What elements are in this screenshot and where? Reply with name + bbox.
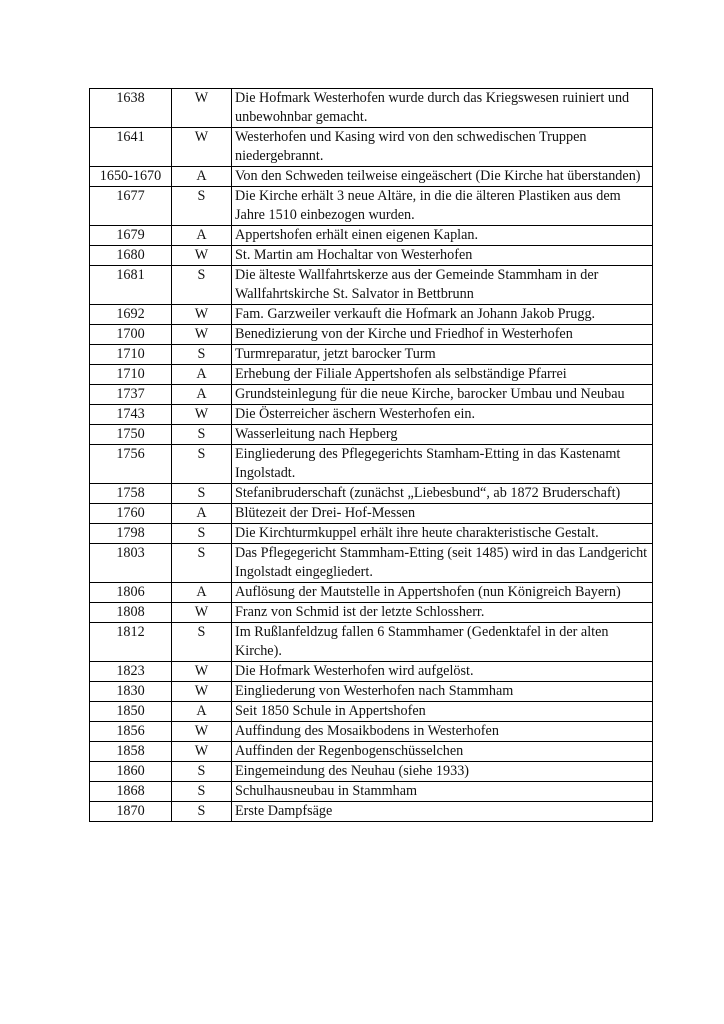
event-cell: Auffindung des Mosaikbodens in Westerhofen <box>232 722 653 742</box>
table-row <box>90 603 653 623</box>
place-code-cell: S <box>172 762 232 782</box>
event-cell: Grundsteinlegung für die neue Kirche, barocker Umbau und Neubau <box>232 385 653 405</box>
event-cell: Eingliederung des Pflegegerichts Stamham-Etting in das Kastenamt Ingolstadt. <box>232 445 653 484</box>
event-cell: Appertshofen erhält einen eigenen Kaplan. <box>232 226 653 246</box>
place-code-cell: A <box>172 583 232 603</box>
year-cell: 1856 <box>90 722 172 742</box>
event-cell: Eingemeindung des Neuhau (siehe 1933) <box>232 762 653 782</box>
year-cell: 1756 <box>90 445 172 484</box>
event-cell: Schulhausneubau in Stammham <box>232 782 653 802</box>
place-code-cell: S <box>172 187 232 226</box>
year-cell: 1710 <box>90 345 172 365</box>
table-row <box>90 167 653 187</box>
place-code-cell: S <box>172 425 232 445</box>
table-row <box>90 405 653 425</box>
table-row <box>90 226 653 246</box>
table-row <box>90 504 653 524</box>
place-code-cell: A <box>172 365 232 385</box>
table-row <box>90 762 653 782</box>
place-code-cell: A <box>172 504 232 524</box>
table-row <box>90 425 653 445</box>
year-cell: 1760 <box>90 504 172 524</box>
year-cell: 1650-1670 <box>90 167 172 187</box>
event-cell: Die Kirchturmkuppel erhält ihre heute charakteristische Gestalt. <box>232 524 653 544</box>
year-cell: 1692 <box>90 305 172 325</box>
place-code-cell: A <box>172 226 232 246</box>
year-cell: 1750 <box>90 425 172 445</box>
table-row <box>90 524 653 544</box>
event-cell: Franz von Schmid ist der letzte Schlossherr. <box>232 603 653 623</box>
year-cell: 1680 <box>90 246 172 266</box>
year-cell: 1679 <box>90 226 172 246</box>
table-row <box>90 89 653 128</box>
event-cell: Die Österreicher äschern Westerhofen ein. <box>232 405 653 425</box>
event-cell: Wasserleitung nach Hepberg <box>232 425 653 445</box>
year-cell: 1870 <box>90 802 172 822</box>
event-cell: Die Kirche erhält 3 neue Altäre, in die die älteren Plastiken aus dem Jahre 1510 einbezogen wurden. <box>232 187 653 226</box>
place-code-cell: A <box>172 702 232 722</box>
place-code-cell: W <box>172 89 232 128</box>
place-code-cell: S <box>172 524 232 544</box>
place-code-cell: A <box>172 167 232 187</box>
place-code-cell: S <box>172 266 232 305</box>
table-row <box>90 246 653 266</box>
event-cell: Auffinden der Regenbogenschüsselchen <box>232 742 653 762</box>
place-code-cell: S <box>172 802 232 822</box>
year-cell: 1850 <box>90 702 172 722</box>
table-row <box>90 662 653 682</box>
chronology-table <box>89 88 653 822</box>
table-row <box>90 345 653 365</box>
table-row <box>90 484 653 504</box>
table-row <box>90 722 653 742</box>
year-cell: 1858 <box>90 742 172 762</box>
year-cell: 1868 <box>90 782 172 802</box>
place-code-cell: W <box>172 405 232 425</box>
place-code-cell: W <box>172 662 232 682</box>
place-code-cell: S <box>172 544 232 583</box>
place-code-cell: W <box>172 325 232 345</box>
event-cell: Fam. Garzweiler verkauft die Hofmark an Johann Jakob Prugg. <box>232 305 653 325</box>
year-cell: 1758 <box>90 484 172 504</box>
event-cell: Blütezeit der Drei- Hof-Messen <box>232 504 653 524</box>
year-cell: 1743 <box>90 405 172 425</box>
place-code-cell: S <box>172 623 232 662</box>
year-cell: 1641 <box>90 128 172 167</box>
event-cell: Erste Dampfsäge <box>232 802 653 822</box>
place-code-cell: S <box>172 484 232 504</box>
year-cell: 1806 <box>90 583 172 603</box>
table-row <box>90 682 653 702</box>
year-cell: 1830 <box>90 682 172 702</box>
year-cell: 1808 <box>90 603 172 623</box>
year-cell: 1812 <box>90 623 172 662</box>
event-cell: Auflösung der Mautstelle in Appertshofen (nun Königreich Bayern) <box>232 583 653 603</box>
place-code-cell: W <box>172 722 232 742</box>
place-code-cell: S <box>172 445 232 484</box>
place-code-cell: W <box>172 603 232 623</box>
year-cell: 1803 <box>90 544 172 583</box>
table-row <box>90 445 653 484</box>
place-code-cell: W <box>172 128 232 167</box>
event-cell: Die Hofmark Westerhofen wird aufgelöst. <box>232 662 653 682</box>
event-cell: St. Martin am Hochaltar von Westerhofen <box>232 246 653 266</box>
event-cell: Erhebung der Filiale Appertshofen als selbständige Pfarrei <box>232 365 653 385</box>
event-cell: Eingliederung von Westerhofen nach Stammham <box>232 682 653 702</box>
table-row <box>90 742 653 762</box>
year-cell: 1677 <box>90 187 172 226</box>
year-cell: 1823 <box>90 662 172 682</box>
event-cell: Die älteste Wallfahrtskerze aus der Gemeinde Stammham in der Wallfahrtskirche St. Salvator in Bettbrunn <box>232 266 653 305</box>
table-row <box>90 266 653 305</box>
table-row <box>90 544 653 583</box>
event-cell: Die Hofmark Westerhofen wurde durch das Kriegswesen ruiniert und unbewohnbar gemacht. <box>232 89 653 128</box>
event-cell: Im Rußlanfeldzug fallen 6 Stammhamer (Gedenktafel in der alten Kirche). <box>232 623 653 662</box>
event-cell: Seit 1850 Schule in Appertshofen <box>232 702 653 722</box>
event-cell: Westerhofen und Kasing wird von den schwedischen Truppen niedergebrannt. <box>232 128 653 167</box>
year-cell: 1638 <box>90 89 172 128</box>
place-code-cell: S <box>172 345 232 365</box>
year-cell: 1710 <box>90 365 172 385</box>
place-code-cell: W <box>172 742 232 762</box>
place-code-cell: W <box>172 682 232 702</box>
table-row <box>90 802 653 822</box>
year-cell: 1798 <box>90 524 172 544</box>
table-row <box>90 583 653 603</box>
place-code-cell: S <box>172 782 232 802</box>
table-row <box>90 325 653 345</box>
year-cell: 1860 <box>90 762 172 782</box>
table-row <box>90 623 653 662</box>
table-row <box>90 385 653 405</box>
place-code-cell: A <box>172 385 232 405</box>
event-cell: Benedizierung von der Kirche und Friedhof in Westerhofen <box>232 325 653 345</box>
year-cell: 1700 <box>90 325 172 345</box>
table-row <box>90 187 653 226</box>
year-cell: 1681 <box>90 266 172 305</box>
table-row <box>90 305 653 325</box>
event-cell: Turmreparatur, jetzt barocker Turm <box>232 345 653 365</box>
table-row <box>90 702 653 722</box>
event-cell: Stefanibruderschaft (zunächst „Liebesbund“, ab 1872 Bruderschaft) <box>232 484 653 504</box>
table-row <box>90 782 653 802</box>
table-row <box>90 365 653 385</box>
year-cell: 1737 <box>90 385 172 405</box>
table-row <box>90 128 653 167</box>
event-cell: Von den Schweden teilweise eingeäschert (Die Kirche hat überstanden) <box>232 167 653 187</box>
place-code-cell: W <box>172 305 232 325</box>
event-cell: Das Pflegegericht Stammham-Etting (seit 1485) wird in das Landgericht Ingolstadt eingegliedert. <box>232 544 653 583</box>
chronology-table-body <box>90 89 653 822</box>
place-code-cell: W <box>172 246 232 266</box>
